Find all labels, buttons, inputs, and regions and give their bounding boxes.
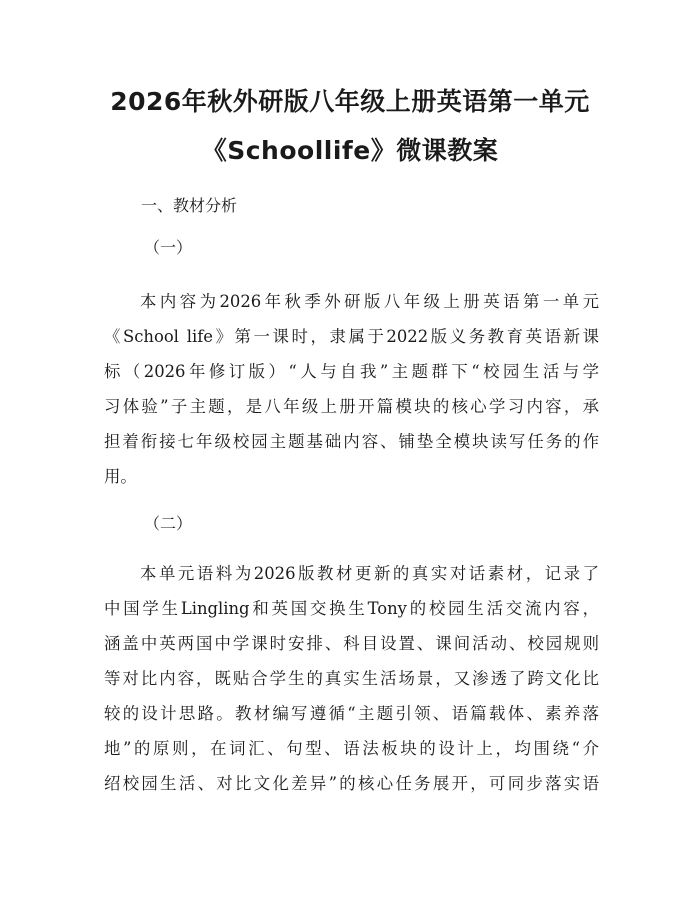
paragraph-line: 《School life》第一课时，隶属于2022版义务教育英语新课 xyxy=(104,327,599,346)
paragraph-line: 担着衔接七年级校园主题基础内容、铺垫全模块读写任务的作 xyxy=(104,432,599,451)
paragraph-line: 地”的原则，在词汇、句型、语法板块的设计上，均围绕“介 xyxy=(104,739,599,758)
paragraph-line: 等对比内容，既贴合学生的真实生活场景，又渗透了跨文化比 xyxy=(104,669,599,688)
paragraph-2 xyxy=(104,556,599,801)
paragraph-line: 涵盖中英两国中学课时安排、科目设置、课间活动、校园规则 xyxy=(104,634,599,653)
document-title-line-1: 2026年秋外研版八年级上册英语第一单元 xyxy=(110,87,590,116)
paragraph-line: 本内容为2026年秋季外研版八年级上册英语第一单元 xyxy=(140,292,599,311)
paragraph-line: 习体验”子主题，是八年级上册开篇模块的核心学习内容，承 xyxy=(104,397,599,416)
paragraph-line: 本单元语料为2026版教材更新的真实对话素材，记录了 xyxy=(140,564,599,583)
paragraph-1 xyxy=(104,284,599,494)
section-heading: 一、教材分析 xyxy=(141,196,238,215)
document-title-line-2: 《Schoollife》微课教案 xyxy=(201,136,499,165)
subsection-heading-1: （一） xyxy=(144,238,193,257)
paragraph-line: 标（2026年修订版）“人与自我”主题群下“校园生活与学 xyxy=(104,362,599,381)
paragraph-line: 中国学生Lingling和英国交换生Tony的校园生活交流内容， xyxy=(104,599,599,618)
paragraph-line: 用。 xyxy=(104,467,137,486)
paragraph-line: 绍校园生活、对比文化差异”的核心任务展开，可同步落实语 xyxy=(104,774,599,793)
paragraph-line: 较的设计思路。教材编写遵循“主题引领、语篇载体、素养落 xyxy=(104,704,599,723)
subsection-heading-2: （二） xyxy=(144,514,193,533)
